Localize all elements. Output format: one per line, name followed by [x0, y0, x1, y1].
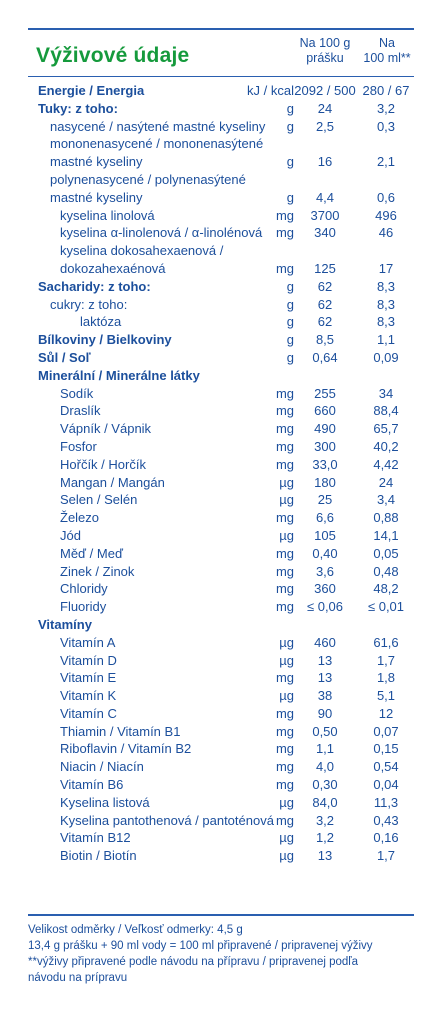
table-row [28, 829, 414, 847]
value-per-100ml: 0,48 [373, 563, 399, 579]
footer-line: návodu na prípravu [28, 972, 128, 984]
nutrient-label: Vápník / Vápnik [60, 421, 152, 437]
unit-cell: mg [275, 759, 294, 775]
value-per-100ml: 17 [378, 260, 394, 276]
unit-cell: µg [279, 830, 294, 846]
table-row [28, 402, 414, 420]
unit-cell: mg [275, 741, 294, 757]
nutrient-label: Fluoridy [60, 599, 107, 615]
unit-cell: mg [275, 777, 294, 793]
nutrient-label: Jód [60, 527, 81, 543]
unit-cell: g [286, 118, 294, 134]
value-per-100g: 13 [317, 670, 333, 686]
table-row [28, 296, 414, 314]
value-per-100g: 25 [317, 492, 333, 508]
unit-cell: mg [275, 260, 294, 276]
header-divider [28, 76, 414, 77]
value-per-100g: 13 [317, 652, 333, 668]
unit-cell: mg [275, 599, 294, 615]
value-per-100g: 62 [317, 296, 333, 312]
table-row [28, 278, 414, 296]
nutrient-label: Vitamín B12 [60, 830, 131, 846]
value-per-100g: 84,0 [312, 794, 338, 810]
value-per-100ml: 3,4 [376, 492, 396, 508]
value-per-100ml: 88,4 [373, 403, 399, 419]
value-per-100g: 660 [314, 403, 336, 419]
value-per-100ml: 24 [378, 474, 394, 490]
footer-line: Velikost odměrky / Veľkosť odmerky: 4,5 g [28, 924, 243, 936]
unit-cell: kJ / kcal [247, 83, 294, 98]
unit-cell: mg [275, 705, 294, 721]
table-row [28, 705, 414, 723]
table-row [28, 580, 414, 598]
unit-cell: mg [275, 510, 294, 526]
unit-cell: mg [275, 723, 294, 739]
nutrient-label: Sacharidy: z toho: [38, 278, 151, 294]
table-row [28, 509, 414, 527]
value-per-100ml: 0,04 [373, 777, 399, 793]
nutrient-label: Energie / Energia [38, 83, 145, 98]
value-per-100g: 33,0 [312, 456, 338, 472]
value-per-100g: 2,5 [315, 118, 335, 134]
unit-cell: µg [279, 688, 294, 704]
nutrient-label: Vitamíny [38, 616, 92, 632]
table-row [28, 260, 414, 278]
value-per-100ml: 11,3 [373, 794, 399, 810]
value-per-100g: 0,50 [312, 723, 338, 739]
value-per-100g: 125 [314, 260, 336, 276]
nutrient-rows [28, 82, 414, 865]
nutrient-label: Měď / Meď [60, 545, 123, 561]
value-per-100g: 8,5 [315, 332, 335, 348]
value-per-100g: 360 [314, 581, 336, 597]
table-row [28, 420, 414, 438]
table-row [28, 331, 414, 349]
column-header-per-100ml-line1: Na [379, 36, 395, 50]
unit-cell: mg [275, 385, 294, 401]
unit-cell: g [286, 332, 294, 348]
unit-cell: µg [279, 474, 294, 490]
table-row [28, 367, 414, 385]
table-row [28, 616, 414, 634]
nutrient-label: kyselina α-linolenová / α-linolénová [60, 225, 263, 241]
value-per-100ml: 40,2 [373, 438, 399, 454]
value-per-100ml: 65,7 [373, 421, 399, 437]
nutrient-label: Kyselina listová [60, 794, 150, 810]
value-per-100g: 0,30 [312, 777, 338, 793]
table-row [28, 313, 414, 331]
value-per-100ml: 12 [378, 705, 394, 721]
value-per-100g: ≤ 0,06 [306, 599, 344, 615]
table-row [28, 545, 414, 563]
value-per-100g: 0,40 [312, 545, 338, 561]
nutrient-label: dokozahexaénová [60, 260, 166, 276]
nutrient-label: Vitamín A [60, 634, 116, 650]
value-per-100g: 24 [317, 100, 333, 116]
value-per-100g: 4,4 [315, 189, 335, 205]
value-per-100ml: 48,2 [373, 581, 399, 597]
table-row [28, 723, 414, 741]
nutrient-label: mastné kyseliny [50, 154, 143, 170]
value-per-100ml: 1,8 [376, 670, 396, 686]
table-row [28, 456, 414, 474]
table-row [28, 242, 414, 260]
table-row [28, 491, 414, 509]
unit-cell: µg [279, 634, 294, 650]
nutrient-label: Vitamín K [60, 688, 117, 704]
nutrient-label: Vitamín B6 [60, 777, 124, 793]
nutrient-label: Thiamin / Vitamín B1 [60, 723, 181, 739]
page-title: Výživové údaje [36, 44, 190, 67]
value-per-100g: 2092 / 500 [294, 83, 356, 98]
value-per-100ml: 61,6 [373, 634, 399, 650]
unit-cell: µg [279, 492, 294, 508]
nutrient-label: Draslík [60, 403, 101, 419]
nutrient-label: Fosfor [60, 438, 97, 454]
value-per-100g: 1,1 [315, 741, 335, 757]
unit-cell: mg [275, 438, 294, 454]
nutrient-label: Vitamín C [60, 705, 117, 721]
nutrient-label: Mangan / Mangán [60, 474, 165, 490]
column-header-per-100ml-line2: 100 ml** [363, 51, 411, 65]
value-per-100ml: 0,16 [373, 830, 399, 846]
value-per-100ml: 1,1 [376, 332, 396, 348]
value-per-100g: 13 [317, 848, 333, 864]
footer-notes [28, 922, 428, 986]
value-per-100g: 3,6 [315, 563, 335, 579]
table-row [28, 794, 414, 812]
unit-cell: mg [275, 456, 294, 472]
value-per-100g: 6,6 [315, 510, 335, 526]
unit-cell: mg [275, 581, 294, 597]
table-row [28, 385, 414, 403]
nutrient-label: Zinek / Zinok [60, 563, 135, 579]
value-per-100ml: 496 [375, 207, 397, 223]
table-row [28, 118, 414, 136]
nutrient-label: polynenasycené / polynenasýtené [50, 171, 246, 187]
value-per-100ml: 0,05 [373, 545, 399, 561]
value-per-100g: 180 [314, 474, 336, 490]
footer-line: 13,4 g prášku + 90 ml vody = 100 ml připravené / pripravenej výživy [28, 940, 373, 952]
nutrient-label: Hořčík / Horčík [60, 456, 146, 472]
value-per-100ml: 8,3 [376, 314, 396, 330]
table-row [28, 474, 414, 492]
column-header-per-100ml [360, 36, 414, 66]
value-per-100ml: 0,6 [376, 189, 396, 205]
table-row [28, 598, 414, 616]
unit-cell: g [286, 100, 294, 116]
nutrient-label: kyselina linolová [60, 207, 155, 223]
value-per-100ml: 0,09 [373, 349, 399, 365]
table-row [28, 224, 414, 242]
value-per-100g: 3,2 [315, 812, 335, 828]
nutrition-table [28, 28, 414, 916]
value-per-100g: 1,2 [315, 830, 335, 846]
nutrient-label: Sůl / Soľ [38, 349, 91, 365]
column-header-per-100g-line2: prášku [306, 51, 344, 65]
column-header-per-100g [291, 36, 359, 66]
table-header [28, 30, 414, 76]
nutrient-label: nasycené / nasýtené mastné kyseliny [50, 118, 266, 134]
nutrient-label: Kyselina pantothenová / pantoténová [60, 812, 274, 828]
unit-cell: µg [279, 527, 294, 543]
value-per-100ml: 1,7 [376, 652, 396, 668]
value-per-100g: 300 [314, 438, 336, 454]
unit-cell: mg [275, 670, 294, 686]
column-header-per-100g-line1: Na 100 g [299, 36, 351, 50]
nutrient-label: Železo [60, 510, 100, 526]
unit-cell: mg [275, 225, 294, 241]
table-row [28, 100, 414, 118]
value-per-100ml: 0,3 [376, 118, 396, 134]
footer-line: **výživy připravené podle návodu na přípravu / pripravenej podľa [28, 956, 359, 968]
value-per-100ml: 8,3 [376, 296, 396, 312]
value-per-100ml: 4,42 [373, 456, 399, 472]
nutrient-label: kyselina dokosahexaenová / [60, 243, 224, 259]
value-per-100g: 62 [317, 314, 333, 330]
nutrient-label: mastné kyseliny [50, 189, 143, 205]
unit-cell: mg [275, 563, 294, 579]
unit-cell: mg [275, 545, 294, 561]
value-per-100g: 3700 [310, 207, 340, 223]
value-per-100ml: 1,7 [376, 848, 396, 864]
table-row [28, 652, 414, 670]
unit-cell: µg [279, 794, 294, 810]
table-row [28, 135, 414, 153]
table-row [28, 669, 414, 687]
value-per-100ml: ≤ 0,01 [367, 599, 405, 615]
nutrient-label: Selen / Selén [60, 492, 138, 508]
unit-cell: g [286, 278, 294, 294]
unit-cell: g [286, 349, 294, 365]
table-row [28, 207, 414, 225]
table-row [28, 349, 414, 367]
nutrient-label: Tuky: z toho: [38, 100, 118, 116]
value-per-100ml: 34 [378, 385, 394, 401]
value-per-100ml: 3,2 [376, 100, 396, 116]
table-row [28, 189, 414, 207]
value-per-100ml: 0,07 [373, 723, 399, 739]
nutrient-label: Bílkoviny / Bielkoviny [38, 332, 172, 348]
table-row [28, 847, 414, 865]
value-per-100ml: 0,54 [373, 759, 399, 775]
unit-cell: g [286, 296, 294, 312]
nutrient-label: mononenasycené / mononenasýtené [50, 136, 264, 152]
unit-cell: g [286, 154, 294, 170]
value-per-100ml: 8,3 [376, 278, 396, 294]
unit-cell: mg [275, 207, 294, 223]
value-per-100ml: 0,15 [373, 741, 399, 757]
table-row [28, 153, 414, 171]
value-per-100g: 4,0 [315, 759, 335, 775]
table-row [28, 812, 414, 830]
nutrient-label: Sodík [60, 385, 94, 401]
table-row [28, 776, 414, 794]
nutrient-label: Chloridy [60, 581, 108, 597]
nutrient-label: cukry: z toho: [50, 296, 128, 312]
value-per-100g: 62 [317, 278, 333, 294]
value-per-100ml: 46 [378, 225, 394, 241]
nutrient-label: Biotin / Biotín [60, 848, 137, 864]
value-per-100g: 0,64 [312, 349, 338, 365]
unit-cell: µg [279, 848, 294, 864]
table-row [28, 740, 414, 758]
unit-cell: mg [275, 403, 294, 419]
nutrient-label: Vitamín D [60, 652, 117, 668]
value-per-100g: 460 [314, 634, 336, 650]
unit-cell: mg [275, 421, 294, 437]
table-row [28, 438, 414, 456]
unit-cell: g [286, 314, 294, 330]
unit-cell: µg [279, 652, 294, 668]
table-row [28, 171, 414, 189]
value-per-100g: 38 [317, 688, 333, 704]
nutrient-label: laktóza [80, 314, 122, 330]
value-per-100ml: 0,88 [373, 510, 399, 526]
value-per-100g: 255 [314, 385, 336, 401]
table-row [28, 82, 414, 100]
table-row [28, 563, 414, 581]
value-per-100g: 90 [317, 705, 333, 721]
value-per-100ml: 0,43 [373, 812, 399, 828]
table-row [28, 527, 414, 545]
nutrient-label: Vitamín E [60, 670, 117, 686]
value-per-100ml: 2,1 [376, 154, 396, 170]
table-row [28, 758, 414, 776]
value-per-100g: 105 [314, 527, 336, 543]
table-row [28, 687, 414, 705]
table-row [28, 634, 414, 652]
nutrient-label: Riboflavin / Vitamín B2 [60, 741, 192, 757]
unit-cell: mg [275, 812, 294, 828]
value-per-100ml: 14,1 [373, 527, 399, 543]
value-per-100g: 340 [314, 225, 336, 241]
unit-cell: g [286, 189, 294, 205]
nutrient-label: Niacin / Niacín [60, 759, 144, 775]
value-per-100ml: 280 / 67 [362, 83, 410, 98]
nutrient-label: Minerální / Minerálne látky [38, 367, 200, 383]
value-per-100ml: 5,1 [376, 688, 396, 704]
value-per-100g: 490 [314, 421, 336, 437]
value-per-100g: 16 [317, 154, 333, 170]
